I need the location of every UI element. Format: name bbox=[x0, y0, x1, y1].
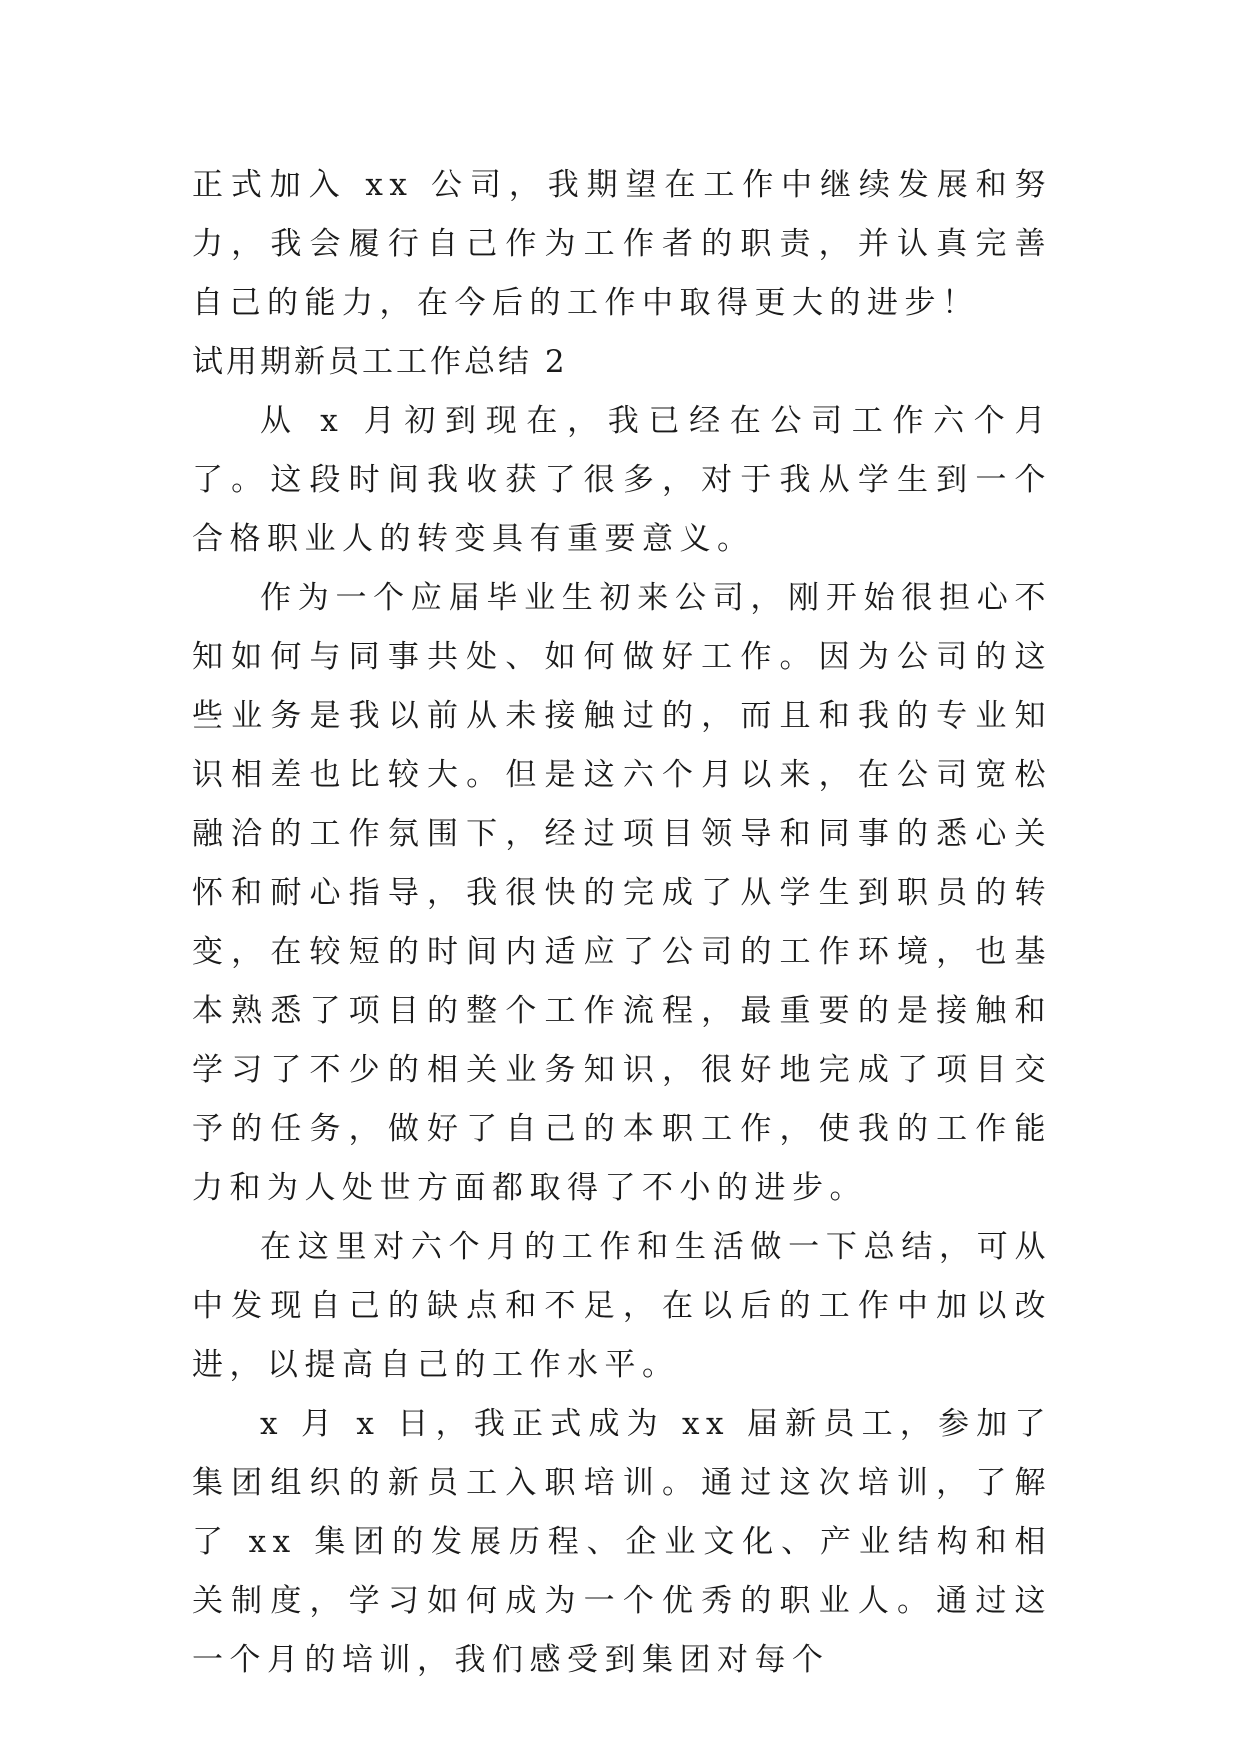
paragraph: 从 x 月初到现在，我已经在公司工作六个月了。这段时间我收获了很多，对于我从学生到一个合格职业人的转变具有重要意义。 bbox=[192, 403, 1052, 557]
section-title: 试用期新员工工作总结 2 bbox=[192, 344, 568, 380]
document-body bbox=[192, 156, 1052, 1690]
paragraph: 作为一个应届毕业生初来公司，刚开始很担心不知如何与同事共处、如何做好工作。因为公司的这些业务是我以前从未接触过的，而且和我的专业知识相差也比较大。但是这六个月以来，在公司宽松融洽的工作氛围下，经过项目领导和同事的悉心关怀和耐心指导，我很快的完成了从学生到职员的转变，在较短的时间内适应了公司的工作环境，也基本熟悉了项目的整个工作流程，最重要的是接触和学习了不少的相关业务知识，很好地完成了项目交予的任务，做好了自己的本职工作，使我的工作能力和为人处世方面都取得了不小的进步。 bbox=[192, 580, 1052, 1206]
paragraph-continuation: 正式加入 xx 公司，我期望在工作中继续发展和努力，我会履行自己作为工作者的职责，并认真完善自己的能力，在今后的工作中取得更大的进步！ bbox=[192, 167, 1052, 321]
paragraph: x 月 x 日，我正式成为 xx 届新员工，参加了集团组织的新员工入职培训。通过这次培训，了解了 xx 集团的发展历程、企业文化、产业结构和相关制度，学习如何成为一个优秀的职业人。通过这一个月的培训，我们感受到集团对每个 bbox=[192, 1406, 1052, 1678]
paragraph: 在这里对六个月的工作和生活做一下总结，可从中发现自己的缺点和不足，在以后的工作中加以改进，以提高自己的工作水平。 bbox=[192, 1229, 1052, 1383]
